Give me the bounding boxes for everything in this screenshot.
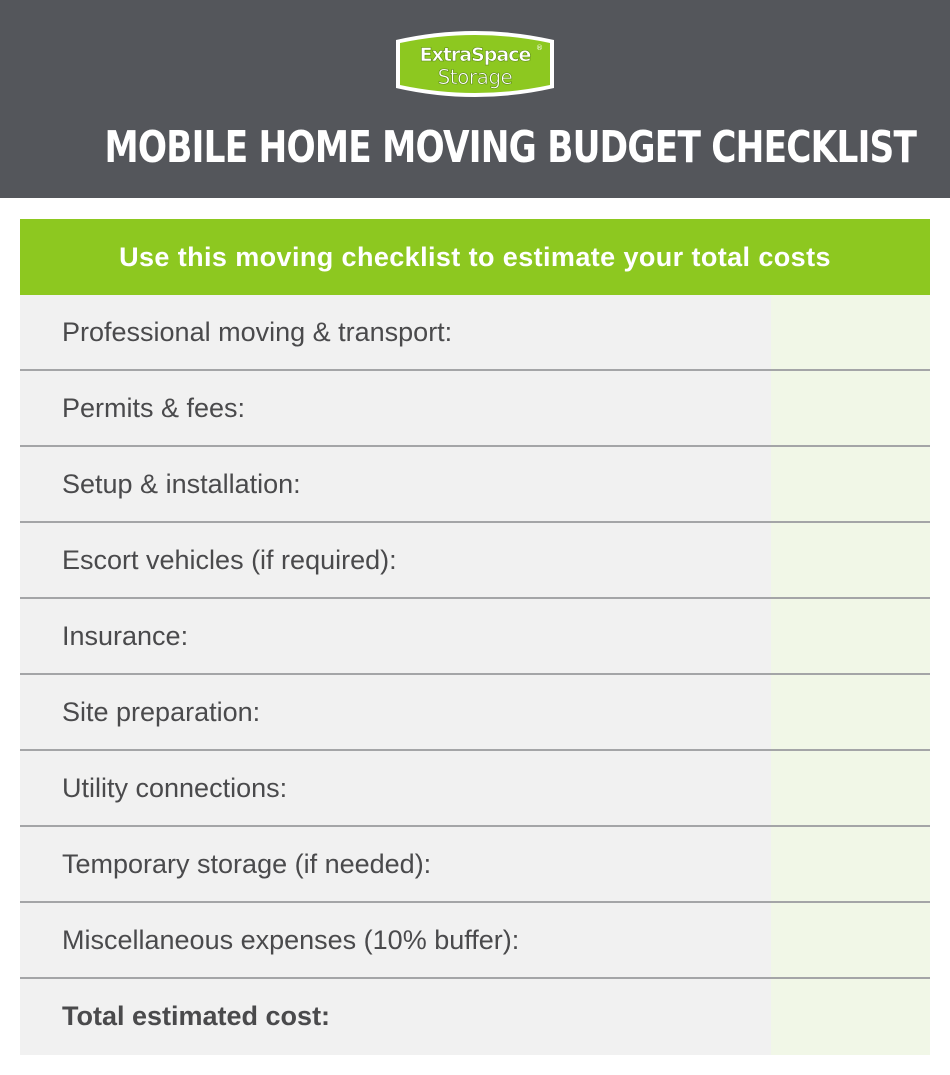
table-header: Use this moving checklist to estimate your total costs (20, 219, 930, 295)
row-label-permits: Permits & fees: (20, 371, 771, 445)
row-label-temporary-storage: Temporary storage (if needed): (20, 827, 771, 901)
logo-registered-mark: ® (536, 44, 543, 52)
table-row (20, 903, 930, 979)
budget-checklist-table (20, 219, 930, 1055)
page-header (0, 0, 950, 198)
table-row (20, 599, 930, 675)
row-value-field[interactable] (771, 675, 930, 749)
table-row (20, 523, 930, 599)
row-label-site-preparation: Site preparation: (20, 675, 771, 749)
logo-line1: ExtraSpace (419, 44, 531, 66)
logo-line2: Storage (437, 65, 513, 89)
row-label-total: Total estimated cost: (20, 979, 771, 1055)
row-value-field[interactable] (771, 903, 930, 977)
table-row (20, 295, 930, 371)
row-value-field[interactable] (771, 827, 930, 901)
row-value-field[interactable] (771, 447, 930, 521)
logo-badge-icon (390, 26, 560, 104)
extra-space-storage-logo (390, 26, 560, 104)
table-row (20, 371, 930, 447)
row-value-field[interactable] (771, 523, 930, 597)
row-label-utility-connections: Utility connections: (20, 751, 771, 825)
total-value-field[interactable] (771, 979, 930, 1055)
row-label-professional-moving: Professional moving & transport: (20, 295, 771, 369)
row-value-field[interactable] (771, 751, 930, 825)
row-label-miscellaneous: Miscellaneous expenses (10% buffer): (20, 903, 771, 977)
table-row (20, 827, 930, 903)
table-row-total (20, 979, 930, 1055)
table-row (20, 675, 930, 751)
row-value-field[interactable] (771, 295, 930, 369)
row-value-field[interactable] (771, 371, 930, 445)
table-row (20, 751, 930, 827)
row-label-escort-vehicles: Escort vehicles (if required): (20, 523, 771, 597)
row-value-field[interactable] (771, 599, 930, 673)
row-label-setup: Setup & installation: (20, 447, 771, 521)
page-title: MOBILE HOME MOVING BUDGET CHECKLIST (104, 122, 917, 173)
row-label-insurance: Insurance: (20, 599, 771, 673)
table-row (20, 447, 930, 523)
